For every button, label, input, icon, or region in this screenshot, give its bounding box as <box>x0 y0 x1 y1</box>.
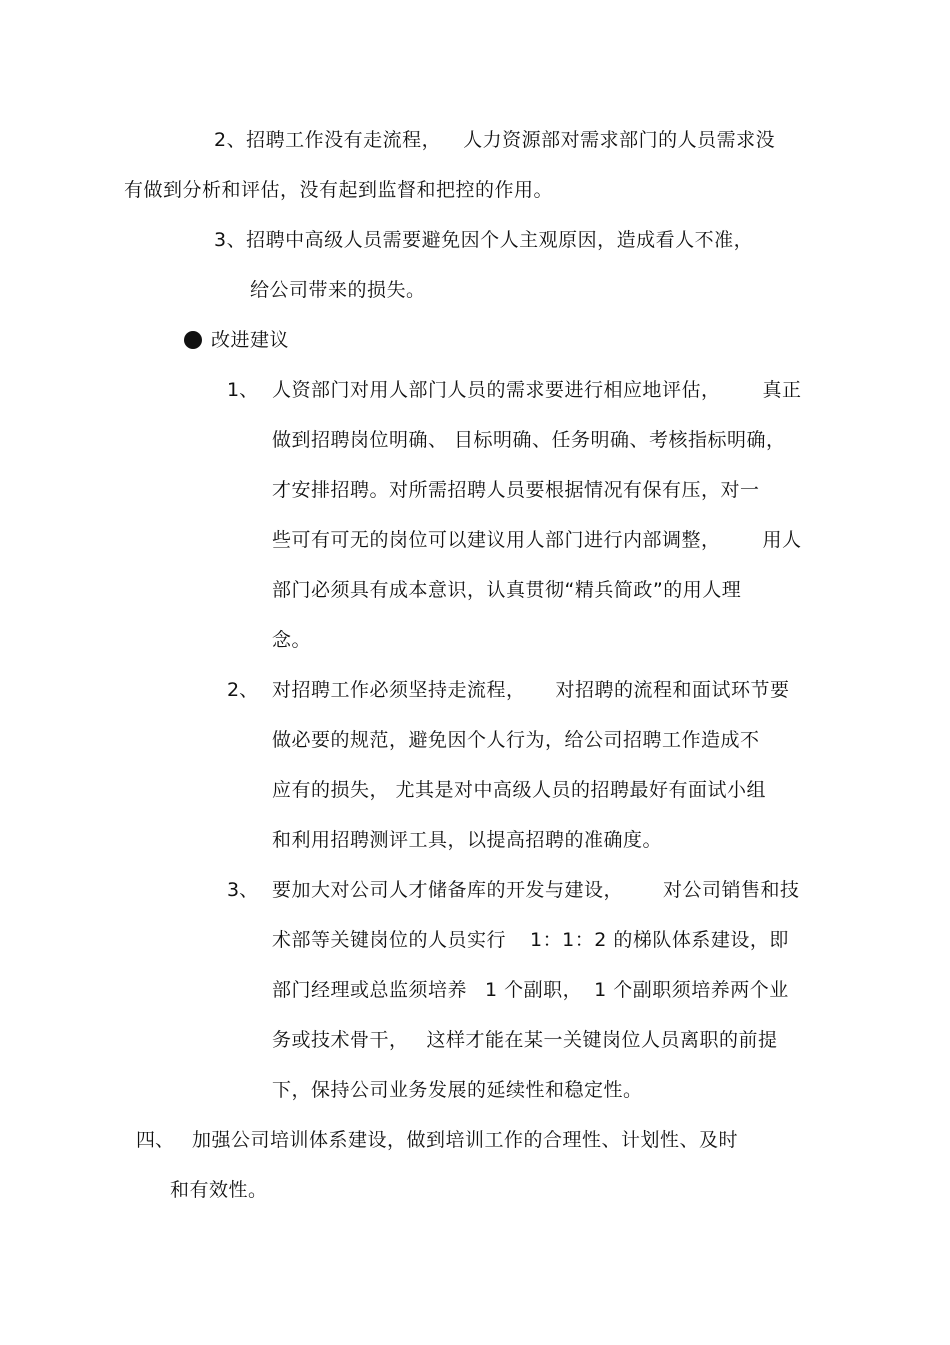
suggestion-3-line-1: 要加大对公司人才储备库的开发与建设， 对公司销售和技 <box>272 879 800 901</box>
prev-item-2-text-a: 招聘工作没有走流程， <box>246 129 442 151</box>
suggestion-3-line-5: 下，保持公司业务发展的延续性和稳定性。 <box>272 1079 643 1101</box>
suggestion-2-line-3: 应有的损失， 尤其是对中高级人员的招聘最好有面试小组 <box>272 779 767 801</box>
suggestion-1-line-2: 做到招聘岗位明确、 目标明确、任务明确、考核指标明确， <box>272 429 786 451</box>
prev-item-3-line-2: 给公司带来的损失。 <box>250 279 426 301</box>
prev-item-2-number: 2、 <box>214 129 247 151</box>
suggestion-1-line-5: 部门必须具有成本意识，认真贯彻“精兵简政”的用人理 <box>272 579 742 601</box>
suggestion-2-line-1: 对招聘工作必须坚持走流程， 对招聘的流程和面试环节要 <box>272 679 790 701</box>
prev-item-2-text-b: 人力资源部对需求部门的人员需求没 <box>463 129 776 151</box>
suggestion-1-line-1: 人资部门对用人部门人员的需求要进行相应地评估， 真正 <box>272 379 802 401</box>
suggestion-2-number: 2、 <box>227 679 259 701</box>
prev-item-3-text: 招聘中高级人员需要避免因个人主观原因，造成看人不准， <box>246 229 754 251</box>
section-heading: 改进建议 <box>211 329 290 351</box>
prev-item-3-line-1 <box>214 227 753 253</box>
next-section-line-2: 和有效性。 <box>170 1179 268 1201</box>
suggestion-3-line-3: 部门经理或总监须培养 1 个副职， 1 个副职须培养两个业 <box>272 979 789 1001</box>
suggestion-1-number: 1、 <box>227 379 259 401</box>
next-section-number: 四、 <box>136 1129 175 1151</box>
prev-item-2-line-1 <box>214 127 775 153</box>
suggestion-3-line-2: 术部等关键岗位的人员实行 1：1：2 的梯队体系建设，即 <box>272 929 789 951</box>
prev-item-3-number: 3、 <box>214 229 247 251</box>
suggestion-1-line-3: 才安排招聘。对所需招聘人员要根据情况有保有压，对一 <box>272 479 760 501</box>
suggestion-3-number: 3、 <box>227 879 259 901</box>
suggestion-3-line-4: 务或技术骨干， 这样才能在某一关键岗位人员离职的前提 <box>272 1029 778 1051</box>
suggestion-2-line-4: 和利用招聘测评工具，以提高招聘的准确度。 <box>272 829 663 851</box>
next-section-line-1: 加强公司培训体系建设，做到培训工作的合理性、计划性、及时 <box>192 1129 739 1151</box>
bullet-icon <box>184 331 202 349</box>
suggestion-1-line-4: 些可有可无的岗位可以建议用人部门进行内部调整， 用人 <box>272 529 802 551</box>
suggestion-2-line-2: 做必要的规范，避免因个人行为，给公司招聘工作造成不 <box>272 729 760 751</box>
suggestion-1-line-6: 念。 <box>272 629 312 651</box>
prev-item-2-line-2: 有做到分析和评估，没有起到监督和把控的作用。 <box>124 179 554 201</box>
